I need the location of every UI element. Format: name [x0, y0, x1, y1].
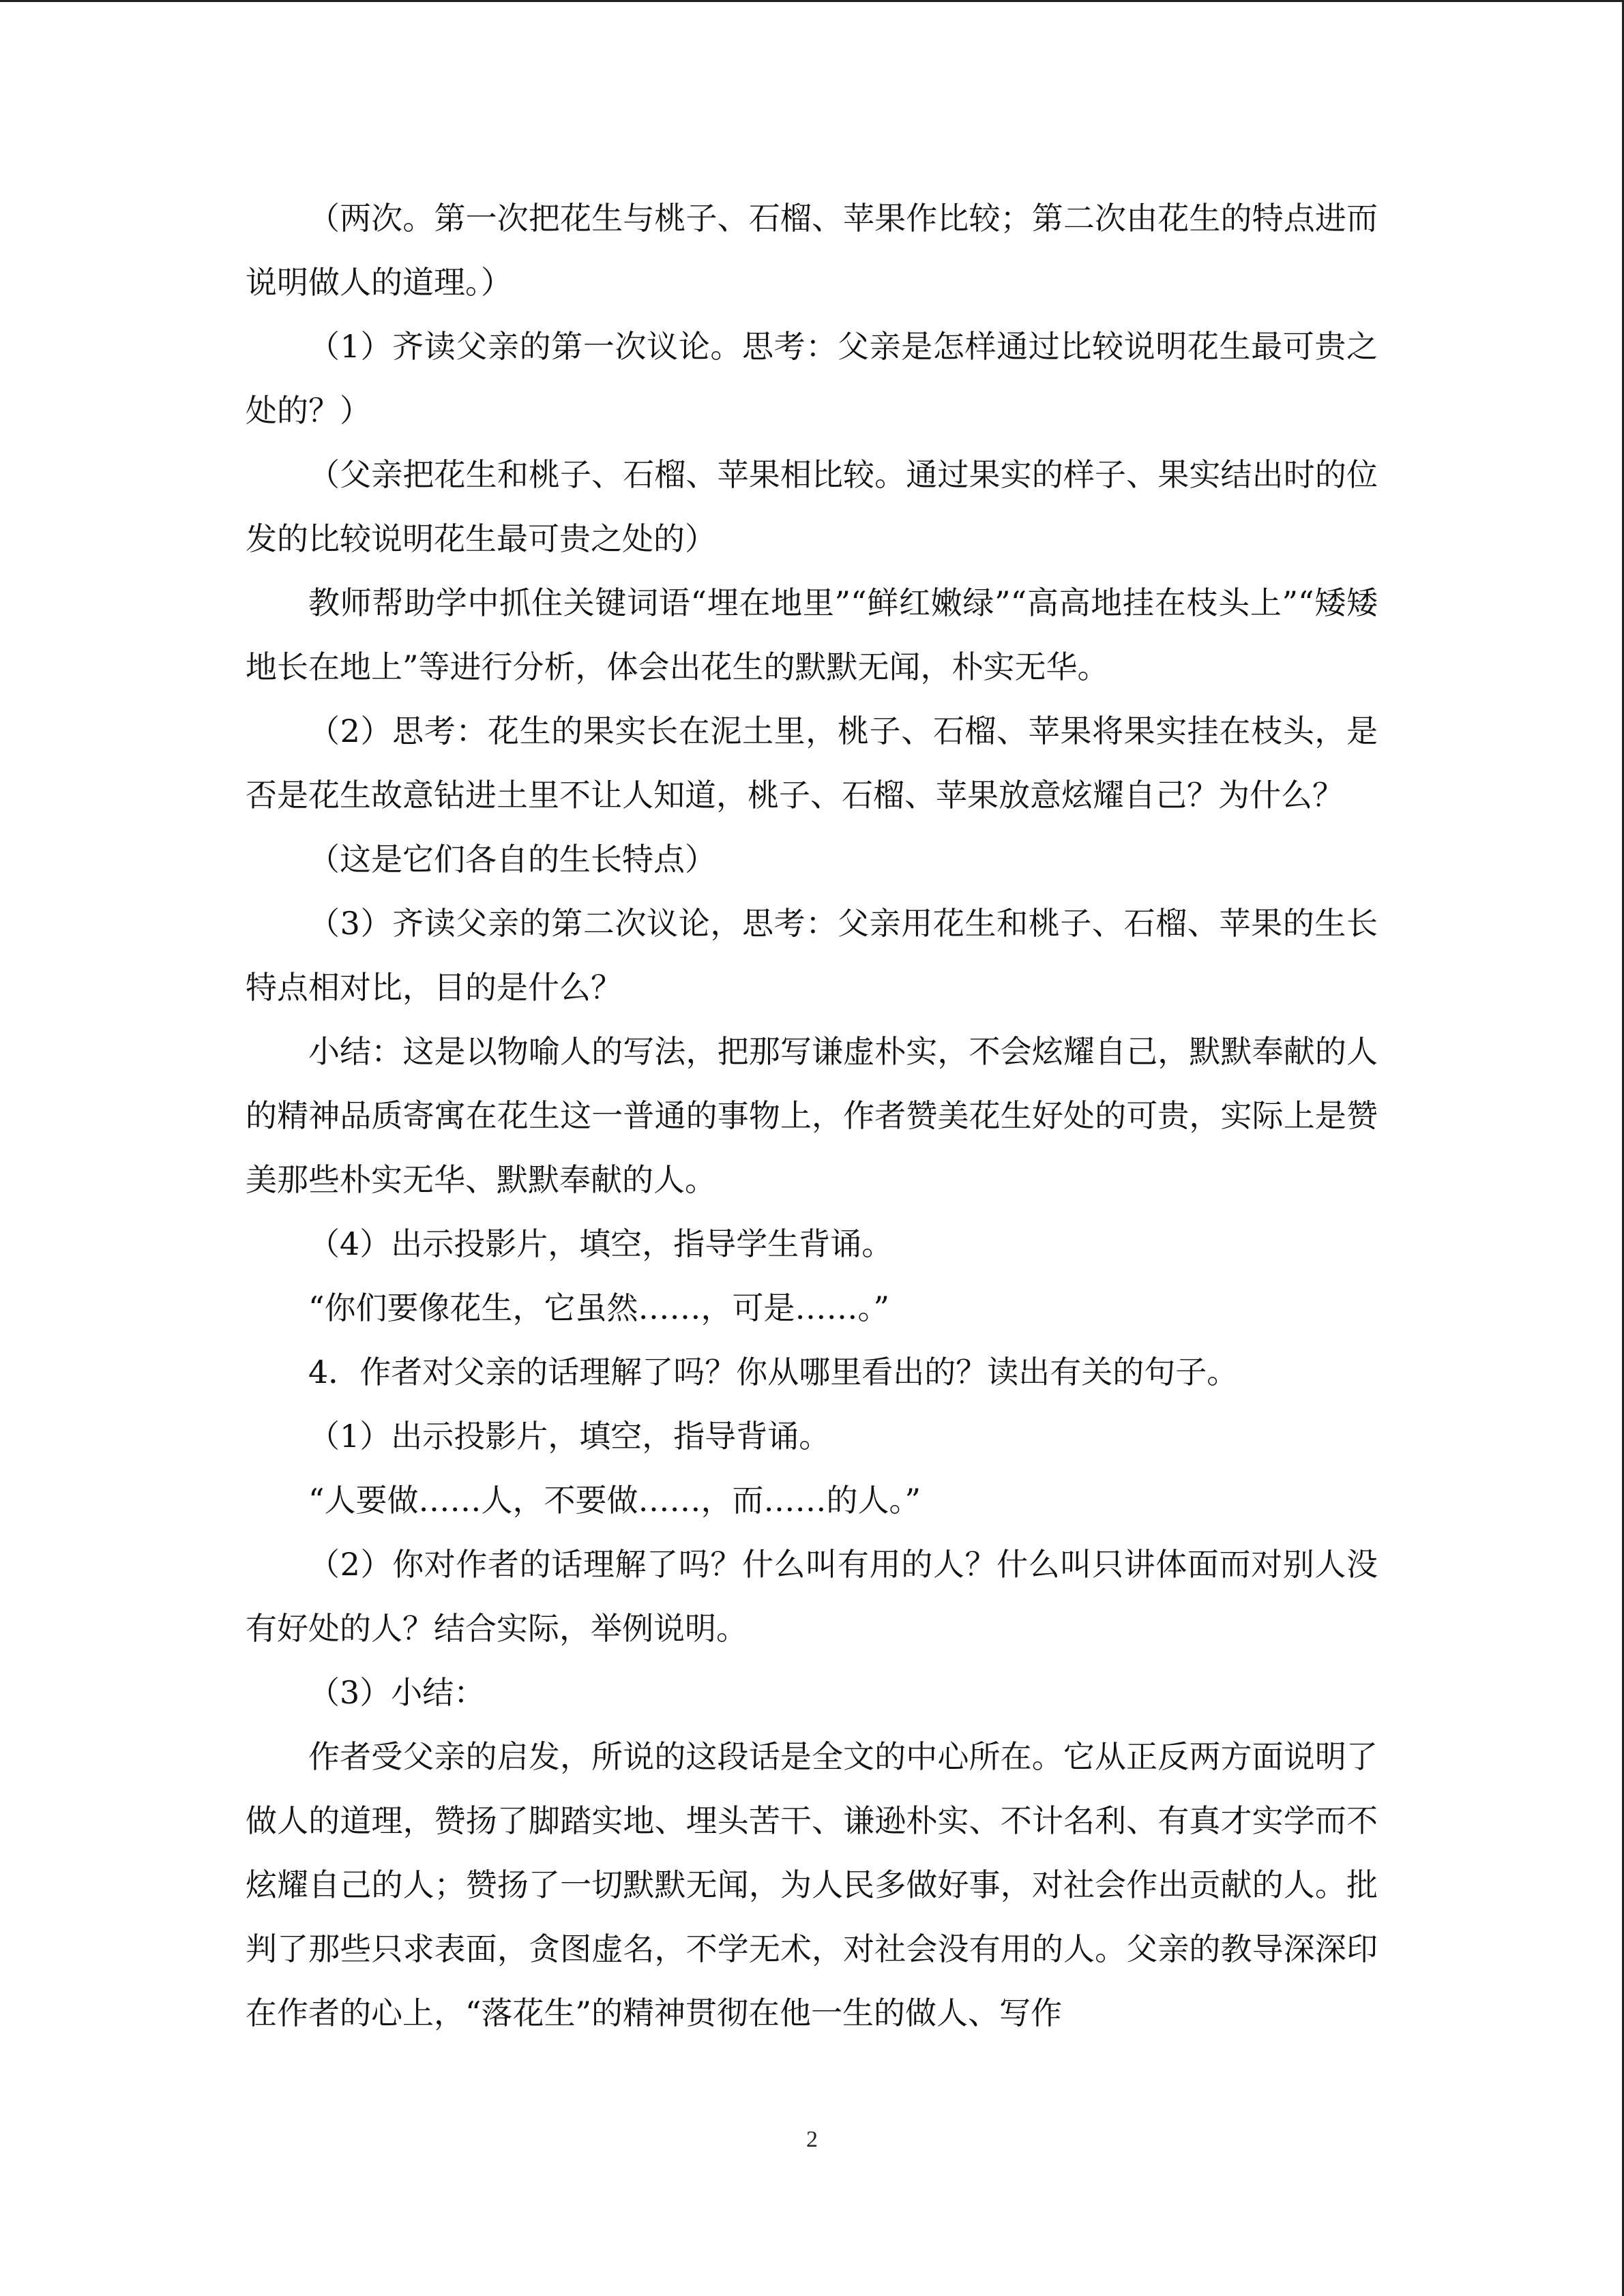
paragraph-10: “你们要像花生，它虽然……，可是……。”: [308, 1289, 890, 1326]
paragraph-9: （4）出示投影片，填空，指导学生背诵。: [308, 1225, 894, 1262]
paragraph-11: 4．作者对父亲的话理解了吗？你从哪里看出的？读出有关的句子。: [308, 1354, 1239, 1390]
page-number: 2: [806, 2127, 818, 2152]
paragraph-16: 作者受父亲的启发，所说的这段话是全文的中心所在。它从正反两方面说明了做人的道理，赞扬了脚踏实地、埋头苦干、谦逊朴实、不计名利、有真才实学而不炫耀自己的人；赞扬了一切默默无闻，为人民多做好事，对社会作出贡献的人。批判了那些只求表面，贪图虚名，不学无术，对社会没有用的人。父亲的教导深深印在作者的心上，“落花生”的精神贯彻在他一生的做人、写作: [246, 1738, 1378, 2031]
paragraph-6: （这是它们各自的生长特点）: [308, 841, 716, 878]
paragraph-12: （1）出示投影片，填空，指导背诵。: [308, 1418, 831, 1455]
paragraph-8: 小结：这是以物喻人的写法，把那写谦虚朴实，不会炫耀自己，默默奉献的人的精神品质寄寓在花生这一普通的事物上，作者赞美花生好处的可贵，实际上是赞美那些朴实无华、默默奉献的人。: [246, 1033, 1378, 1198]
paragraph-5: （2）思考：花生的果实长在泥土里，桃子、石榴、苹果将果实挂在枝头，是否是花生故意钻进土里不让人知道，桃子、石榴、苹果放意炫耀自己？为什么？: [246, 713, 1378, 814]
paragraph-4: 教师帮助学中抓住关键词语“埋在地里”“鲜红嫩绿”“高高地挂在枝头上”“矮矮地长在地上”等进行分析，体会出花生的默默无闻，朴实无华。: [246, 584, 1378, 685]
paragraph-13: “人要做……人，不要做……，而……的人。”: [308, 1482, 921, 1519]
paragraph-2: （1）齐读父亲的第一次议论。思考：父亲是怎样通过比较说明花生最可贵之处的？）: [246, 328, 1378, 429]
document-body: [246, 186, 1378, 2045]
paragraph-1: （两次。第一次把花生与桃子、石榴、苹果作比较；第二次由花生的特点进而说明做人的道理。）: [246, 200, 1378, 301]
paragraph-7: （3）齐读父亲的第二次议论，思考：父亲用花生和桃子、石榴、苹果的生长特点相对比，目的是什么？: [246, 905, 1378, 1006]
paragraph-15: （3）小结：: [308, 1674, 486, 1711]
paragraph-3: （父亲把花生和桃子、石榴、苹果相比较。通过果实的样子、果实结出时的位发的比较说明花生最可贵之处的）: [246, 456, 1378, 557]
paragraph-14: （2）你对作者的话理解了吗？什么叫有用的人？什么叫只讲体面而对别人没有好处的人？结合实际，举例说明。: [246, 1546, 1378, 1647]
